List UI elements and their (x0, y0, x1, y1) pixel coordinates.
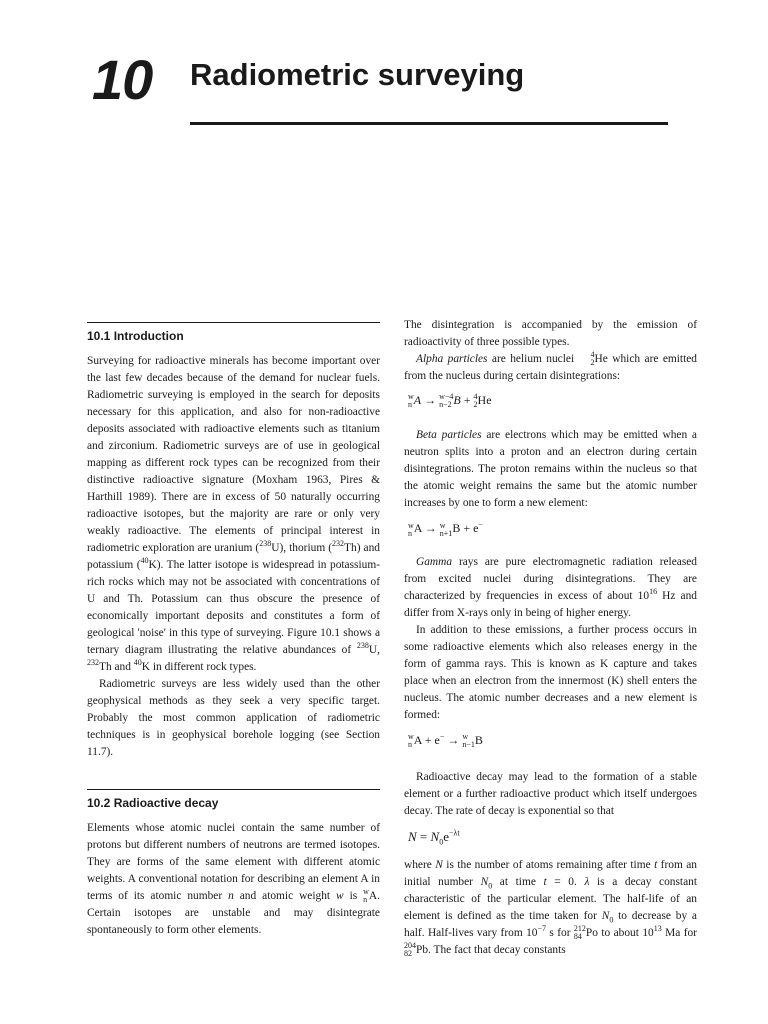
intro-paragraph-2: Radiometric surveys are less widely used than the other geophysical methods as they seek a very specific target. Probably the most common application of radiometric techniques is in geophysical borehole logging (see Section 11.7). (87, 678, 380, 758)
beta-paragraph: Beta particles are electrons which may be emitted when a neutron splits into a proton and an electron during certain disintegrations. The proton remains within the nucleus so that the atomic weight remains the same but the atomic number increases by one to form a new element: (404, 429, 697, 510)
k-capture-paragraph: In addition to these emissions, a further process occurs in some radioactive elements which also releases energy in the form of gamma rays. This is known as K capture and takes place when an electron from the innermost (K) shell enters the nucleus. The atomic number decreases and a new element is formed: (404, 623, 697, 721)
equation-beta-decay: w n A → w n+1 B + e− (408, 520, 483, 538)
section-heading-radioactive-decay: 10.2 Radioactive decay (87, 789, 380, 811)
left-column (87, 322, 380, 939)
decay-paragraph-1: Elements whose atomic nuclei contain the same number of protons but different numbers of neutrons are termed isotopes. They are forms of the same element with different atomic weights. A conventional notation for describing an element A in terms of its atomic number n and atomic weight w is w n A. Certain isotopes are unstable and may disintegrate spontaneously to form other elements. (87, 822, 380, 936)
half-life-paragraph: where N is the number of atoms remaining after time t from an initial number $N_0$ at time t = 0. λ is a decay constant characteristic of the particular element. The half-life of an element is defined as the time taken for $N_0$ to decrease by a half. Half-lives vary from $10^{-7}$ s for 212 84 Po to about $10^{13}$ Ma for 204 82 Pb. The fact that decay constants (404, 858, 698, 959)
decay-rate-paragraph: Radioactive decay may lead to the formation of a stable element or a further radioactive product which itself undergoes decay. The rate of decay is exponential so that (404, 770, 697, 817)
equation-exponential-decay: $N = N_0e^{-\lambda t}$ (408, 828, 460, 847)
chapter-title-rule (190, 122, 668, 125)
element-notation: w n (363, 887, 369, 905)
disintegration-paragraph: The disintegration is accompanied by the emission of radioactivity of three possible types. (404, 319, 697, 348)
equation-k-capture: w n A + e− → w n−1 B (408, 731, 483, 749)
equation-alpha-decay: w n A → w−4 n−2 B + 4 2 He (408, 392, 492, 410)
chapter-title: Radiometric surveying (190, 57, 525, 92)
intro-paragraph-1: Surveying for radioactive minerals has become important over the last few decades because of the demand for nuclear fuels. Radiometric surveying is employed in the search for deposits necessary for this application, and also for non-radioactive deposits associated with radioactive elements such as titanium and zirconium. Radiometric surveys are of use in geological mapping as different rock types can be recognized from their distinctive radioactive signature (Moxham 1963, Pires & Harthill 1989). There are in excess of 50 naturally occurring radioactive isotopes, but the majority are rare or only very weakly radioactive. The elements of principal interest in radiometric exploration are uranium ($^{238}$U), thorium ($^{232}$Th) and potassium ($^{40}$K). The latter isotope is widespread in potassium-rich rocks which may not be associated with concentrations of U and Th. Potassium can thus obscure the presence of economically important deposits and constitutes a form of geological 'noise' in this type of surveying. Figure 10.1 shows a ternary diagram illustrating the relative abundances of $^{238}$U, $^{232}$Th and $^{40}$K in different rock types. (87, 355, 380, 673)
section-heading-introduction: 10.1 Introduction (87, 322, 380, 344)
right-column (404, 317, 697, 959)
alpha-paragraph: Alpha particles are helium nuclei 4 2 He which are emitted from the nucleus during certain disintegrations: (404, 350, 698, 382)
chapter-number: 10 (92, 48, 153, 111)
gamma-paragraph: Gamma rays are pure electromagnetic radiation released from excited nuclei during disintegrations. They are characterized by frequencies in excess of about $10^{16}$ Hz and differ from X-rays only in being of higher energy. (404, 555, 697, 619)
